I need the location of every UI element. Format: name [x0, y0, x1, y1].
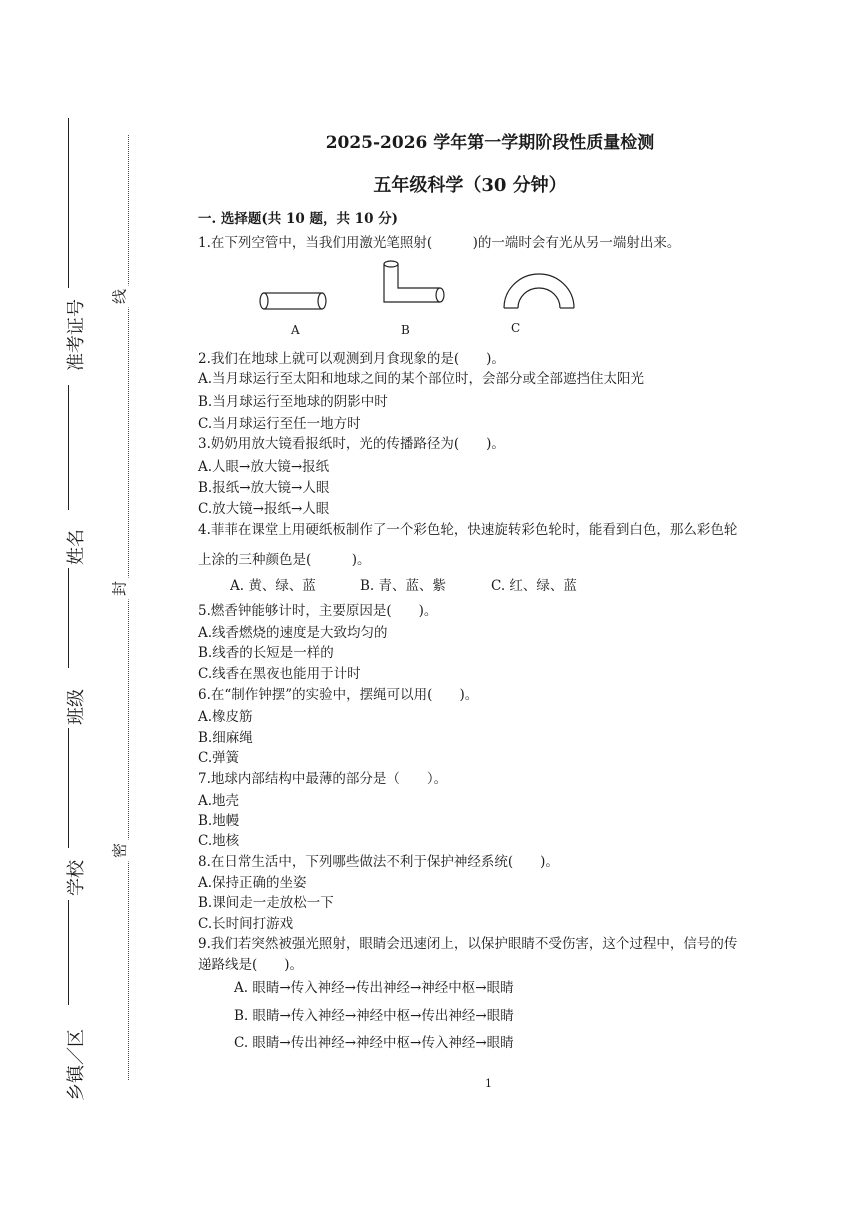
- q4-option-b: B. 青、蓝、紫: [360, 578, 447, 594]
- question-9-line-1: 9.我们若突然被强光照射，眼睛会迅速闭上，以保护眼睛不受伤害，这个过程中，信号的传: [198, 936, 738, 952]
- q8-option-a: A.保持正确的坐姿: [198, 875, 307, 891]
- page-title: 2025-2026 学年第一学期阶段性质量检测: [325, 133, 655, 153]
- q6-option-c: C.弹簧: [198, 750, 240, 766]
- name-label: 姓名: [66, 529, 87, 565]
- q6-option-b: B.细麻绳: [198, 730, 253, 746]
- question-5: 5.燃香钟能够计时，主要原因是( )。: [198, 603, 438, 619]
- q4-option-a: A. 黄、绿、蓝: [230, 578, 316, 594]
- q9-option-c: C. 眼睛→传出神经→神经中枢→传入神经→眼睛: [234, 1035, 514, 1051]
- q9-option-a: A. 眼睛→传入神经→传出神经→神经中枢→眼睛: [234, 980, 514, 996]
- question-3: 3.奶奶用放大镜看报纸时，光的传播路径为( )。: [198, 436, 505, 452]
- q7-option-c: C.地核: [198, 833, 240, 849]
- question-9-line-2: 递路线是( )。: [198, 957, 304, 973]
- q5-option-c: C.线香在黑夜也能用于计时: [198, 666, 361, 682]
- q3-option-b: B.报纸→放大镜→人眼: [198, 480, 330, 496]
- q7-option-b: B.地幔: [198, 813, 240, 829]
- school-label: 学校: [66, 860, 87, 896]
- question-2: 2.我们在地球上就可以观测到月食现象的是( )。: [198, 351, 505, 367]
- question-6: 6.在“制作钟摆”的实验中，摆绳可以用( )。: [198, 687, 479, 703]
- question-4-line-1: 4.菲菲在课堂上用硬纸板制作了一个彩色轮，快速旋转彩色轮时，能看到白色，那么彩色轮: [198, 522, 738, 538]
- q6-option-a: A.橡皮筋: [198, 709, 253, 725]
- q3-option-c: C.放大镜→报纸→人眼: [198, 501, 330, 517]
- school-line: [68, 728, 69, 848]
- q7-option-a: A.地壳: [198, 793, 240, 809]
- question-4-line-2: 上涂的三种颜色是( )。: [198, 552, 371, 568]
- q2-option-c: C.当月球运行至任一地方时: [198, 416, 361, 432]
- section-heading: 一. 选择题(共 10 题，共 10 分): [198, 211, 399, 227]
- town-label: 乡镇／区: [66, 1029, 87, 1101]
- q4-option-c: C. 红、绿、蓝: [491, 578, 577, 594]
- question-1: 1.在下列空管中，当我们用激光笔照射( )的一端时会有光从另一端射出来。: [198, 235, 681, 251]
- q8-option-b: B.课间走一走放松一下: [198, 895, 334, 911]
- q5-option-b: B.线香的长短是一样的: [198, 645, 334, 661]
- page-subtitle: 五年级科学（30 分钟）: [373, 175, 567, 196]
- seal-mark-mi: 密: [109, 840, 130, 862]
- class-line: [68, 568, 69, 668]
- exam-no-label: 准考证号: [66, 299, 87, 371]
- q5-option-a: A.线香燃烧的速度是大致均匀的: [198, 625, 388, 641]
- class-label: 班级: [66, 689, 87, 725]
- straight-tube-figure: [258, 286, 330, 316]
- seal-mark-line: 线: [109, 286, 130, 308]
- curved-tube-figure: [498, 268, 580, 312]
- name-line: [68, 385, 69, 510]
- q8-option-c: C.长时间打游戏: [198, 916, 294, 932]
- figure-label-b: B: [401, 323, 410, 337]
- seal-dotted-line: [128, 135, 129, 1080]
- page-number: 1: [485, 1077, 492, 1090]
- town-line: [68, 900, 69, 1005]
- q9-option-b: B. 眼睛→传入神经→神经中枢→传出神经→眼睛: [234, 1008, 514, 1024]
- question-7: 7.地球内部结构中最薄的部分是（ ）。: [198, 771, 448, 787]
- q2-option-b: B.当月球运行至地球的阴影中时: [198, 394, 388, 410]
- figure-label-c: C: [511, 321, 521, 335]
- bent-tube-figure: [378, 258, 450, 312]
- seal-mark-feng: 封: [109, 578, 130, 600]
- q2-option-a: A.当月球运行至太阳和地球之间的某个部位时，会部分或全部遮挡住太阳光: [198, 371, 645, 387]
- question-8: 8.在日常生活中，下列哪些做法不利于保护神经系统( )。: [198, 854, 559, 870]
- figure-label-a: A: [291, 323, 300, 337]
- q3-option-a: A.人眼→放大镜→报纸: [198, 459, 330, 475]
